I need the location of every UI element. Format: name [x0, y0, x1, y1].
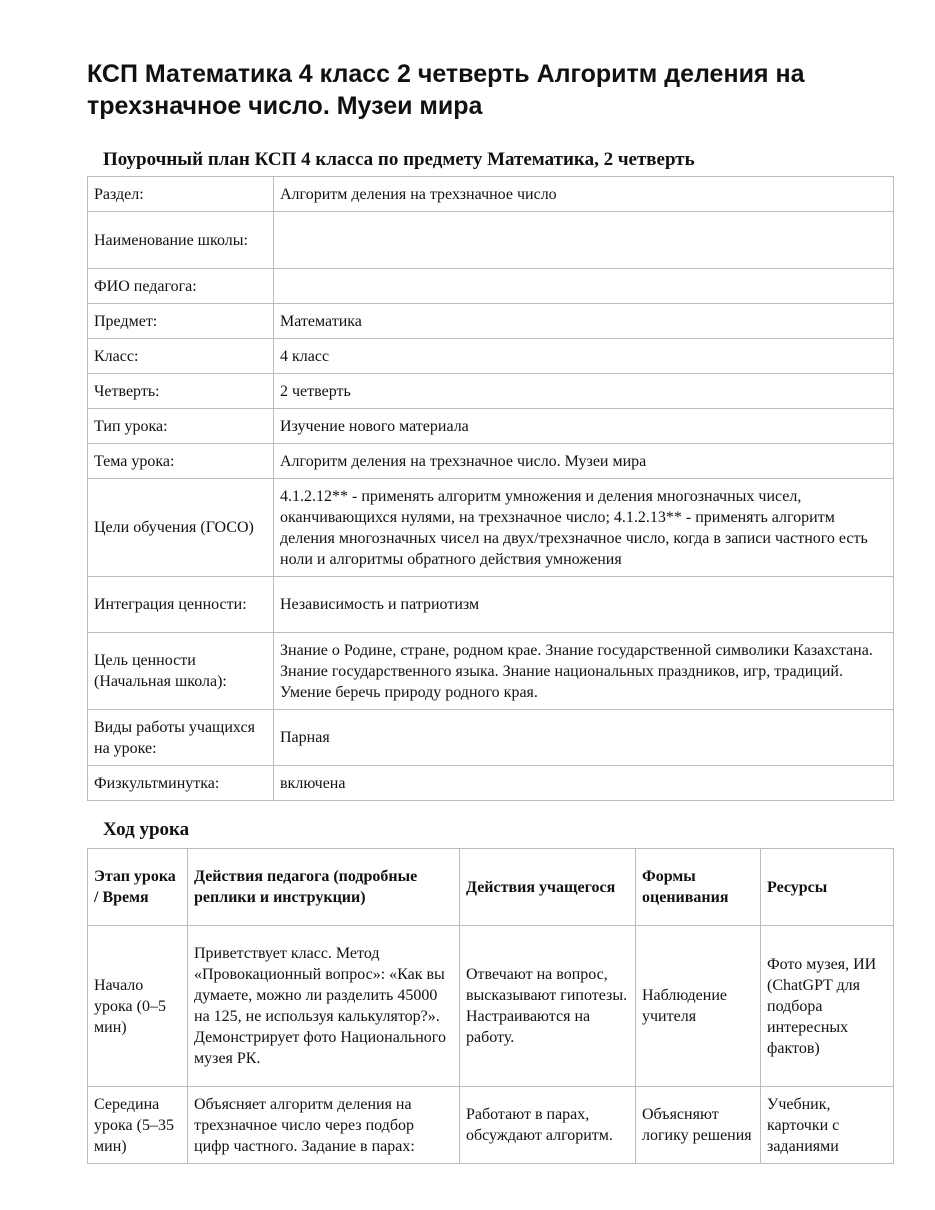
- resources-cell: Фото музея, ИИ (ChatGPT для подбора интересных фактов): [761, 926, 894, 1087]
- table-row: [88, 304, 894, 339]
- plan-label: Интеграция ценности:: [88, 577, 274, 633]
- plan-label: Цель ценности (Начальная школа):: [88, 633, 274, 710]
- teacher-actions-cell: Приветствует класс. Метод «Провокационный вопрос»: «Как вы думаете, можно ли разделить 45000 на 125, не используя калькулятор?». Демонстрирует фото Национального музея РК.: [188, 926, 460, 1087]
- column-header-stage: Этап урока / Время: [88, 849, 188, 926]
- table-row: [88, 444, 894, 479]
- plan-value: включена: [274, 766, 894, 801]
- plan-label: Предмет:: [88, 304, 274, 339]
- plan-label: Четверть:: [88, 374, 274, 409]
- flow-heading: Ход урока: [103, 819, 190, 840]
- plan-label: Тема урока:: [88, 444, 274, 479]
- plan-value: Парная: [274, 710, 894, 766]
- table-row: [88, 269, 894, 304]
- plan-value: Независимость и патриотизм: [274, 577, 894, 633]
- plan-value: 2 четверть: [274, 374, 894, 409]
- teacher-actions-cell: Объясняет алгоритм деления на трехзначное число через подбор цифр частного. Задание в парах:: [188, 1087, 460, 1164]
- stage-cell: Середина урока (5–35 мин): [88, 1087, 188, 1164]
- column-header-assessment: Формы оценивания: [636, 849, 761, 926]
- plan-value: 4.1.2.12** - применять алгоритм умножения и деления многозначных чисел, оканчивающихся нулями, на трехзначное число; 4.1.2.13** - применять алгоритм деления многозначных чисел на двух/трехзначное число, когда в записи частного есть ноли и алгоритмы обратного действия умножения: [274, 479, 894, 577]
- table-row: [88, 177, 894, 212]
- stage-cell: Начало урока (0–5 мин): [88, 926, 188, 1087]
- plan-value: Знание о Родине, стране, родном крае. Знание государственной символики Казахстана. Знание государственного языка. Знание национальных праздников, игр, традиций. Умение беречь природу родного края.: [274, 633, 894, 710]
- plan-label: Цели обучения (ГОСО): [88, 479, 274, 577]
- plan-label: Физкультминутка:: [88, 766, 274, 801]
- table-row: [88, 339, 894, 374]
- lesson-flow-table: [87, 848, 894, 1164]
- plan-value: Изучение нового материала: [274, 409, 894, 444]
- document-title: КСП Математика 4 класс 2 четверть Алгоритм деления на трехзначное число. Музеи мира: [87, 60, 805, 120]
- plan-value: [274, 269, 894, 304]
- plan-label: Раздел:: [88, 177, 274, 212]
- column-header-teacher-actions: Действия педагога (подробные реплики и инструкции): [188, 849, 460, 926]
- table-row: [88, 479, 894, 577]
- table-row: [88, 577, 894, 633]
- plan-label: Тип урока:: [88, 409, 274, 444]
- table-header-row: [88, 849, 894, 926]
- plan-label: Наименование школы:: [88, 212, 274, 269]
- column-header-resources: Ресурсы: [761, 849, 894, 926]
- resources-cell: Учебник, карточки с заданиями: [761, 1087, 894, 1164]
- table-row: [88, 374, 894, 409]
- table-row: [88, 212, 894, 269]
- plan-label: Класс:: [88, 339, 274, 374]
- table-row: [88, 710, 894, 766]
- assessment-cell: Объясняют логику решения: [636, 1087, 761, 1164]
- plan-value: 4 класс: [274, 339, 894, 374]
- assessment-cell: Наблюдение учителя: [636, 926, 761, 1087]
- student-actions-cell: Работают в парах, обсуждают алгоритм.: [460, 1087, 636, 1164]
- table-row: [88, 1087, 894, 1164]
- table-row: [88, 926, 894, 1087]
- plan-value: [274, 212, 894, 269]
- column-header-student-actions: Действия учащегося: [460, 849, 636, 926]
- document-page: [87, 0, 893, 1164]
- table-row: [88, 409, 894, 444]
- plan-label: Виды работы учащихся на уроке:: [88, 710, 274, 766]
- plan-value: Математика: [274, 304, 894, 339]
- table-row: [88, 766, 894, 801]
- lesson-plan-table: [87, 176, 894, 801]
- plan-heading: Поурочный план КСП 4 класса по предмету Математика, 2 четверть: [103, 149, 695, 170]
- plan-value: Алгоритм деления на трехзначное число: [274, 177, 894, 212]
- plan-value: Алгоритм деления на трехзначное число. Музеи мира: [274, 444, 894, 479]
- table-row: [88, 633, 894, 710]
- plan-label: ФИО педагога:: [88, 269, 274, 304]
- student-actions-cell: Отвечают на вопрос, высказывают гипотезы. Настраиваются на работу.: [460, 926, 636, 1087]
